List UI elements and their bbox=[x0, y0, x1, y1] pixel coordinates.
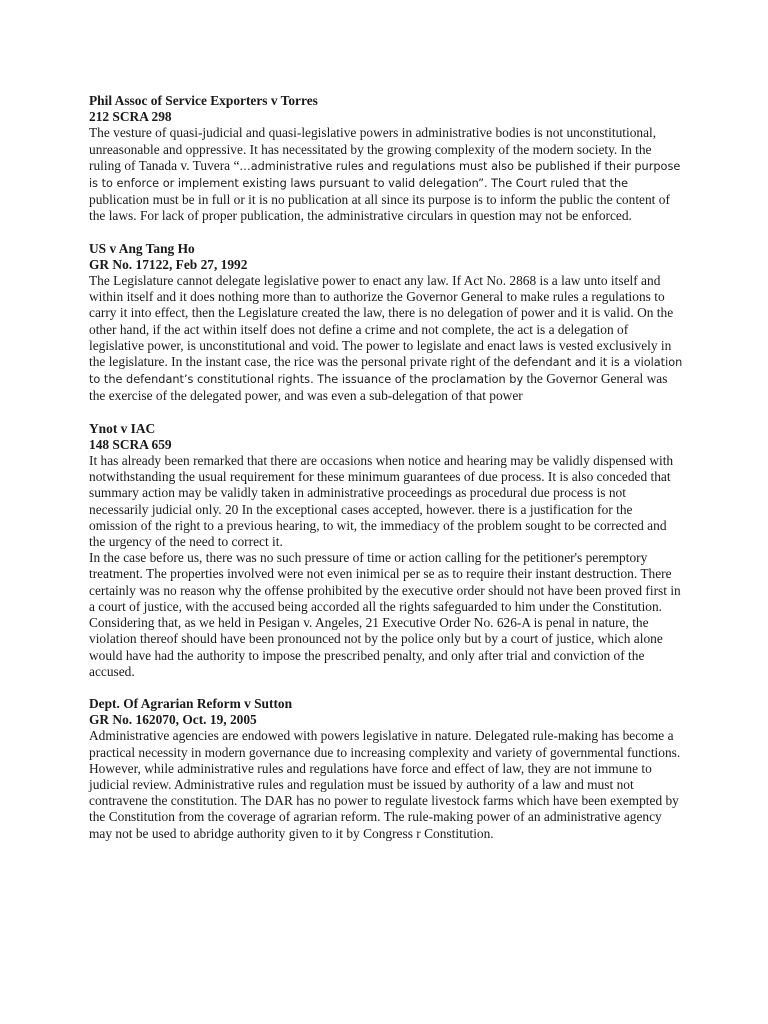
case-title: US v Ang Tang Ho bbox=[89, 240, 195, 256]
case-title: Phil Assoc of Service Exporters v Torres bbox=[89, 93, 318, 108]
text-run: Administrative agencies are endowed with powers legislative in nature. Delegated rule-making has become a practical necessity in modern governance due to increasing complexity and variety of governmental functions. However, while administrative rules and regulations have force and effect of law, they are not immune to judicial review. Administrative rules and regulation must be issued by authority of a law and must not contravene the constitution. The DAR has no power to regulate livestock farms which have been exempted by the Constitution from the coverage of agrarian reform. The rule-making power of an administrative agency may not be used to abridge authority given to it by Congress r Constitution. bbox=[89, 728, 681, 841]
case-title: Ynot v IAC bbox=[89, 420, 156, 436]
text-run: The Legislature cannot delegate legislative power to enact any law. If Act No. 2868 is a law unto itself and within itself and it does nothing more than to authorize the Governor General to make rules a regulations to carry it into effect, then the Legislature created the law, there is no delegation of power and it is valid. On the other hand, if the act within itself does not define a crime and not complete, the act is a delegation of legislative power, is unconstitutional and void. The power to legislate and enact laws is vested exclusively in the legislature. In the instant case, the rice was the personal private right of the bbox=[89, 273, 674, 370]
case-block bbox=[89, 241, 684, 405]
text-run: the Governor General was the exercise of the delegated power, and was even a sub-delegation of that power bbox=[89, 371, 668, 404]
document-body bbox=[89, 93, 684, 858]
case-paragraph bbox=[89, 453, 684, 550]
case-block bbox=[89, 421, 684, 680]
case-title: Dept. Of Agrarian Reform v Sutton bbox=[89, 695, 293, 711]
case-citation: 148 SCRA 659 bbox=[89, 436, 172, 452]
text-run: The vesture of quasi-judicial and quasi-legislative powers in administrative bodies is not unconstitutional, unreasonable and oppressive. It has necessitated by the growing complexity of the modern society. In the ruling of Tanada v. Tuvera “ bbox=[89, 125, 657, 173]
case-citation: GR No. 17122, Feb 27, 1992 bbox=[89, 256, 248, 272]
case-paragraph bbox=[89, 550, 684, 680]
text-run-alt-font: …administrative rules and regulations must also be published if their purpose is to enforce or implement existing laws pursuant to valid delegation”. The Court ruled that the bbox=[89, 159, 681, 191]
case-block bbox=[89, 696, 684, 842]
case-paragraph bbox=[89, 125, 684, 224]
case-citation: GR No. 162070, Oct. 19, 2005 bbox=[89, 712, 257, 728]
case-block bbox=[89, 93, 684, 225]
case-paragraph bbox=[89, 728, 684, 841]
text-run: publication must be in full or it is no publication at all since its purpose is to inform the public the content of the laws. For lack of proper publication, the administrative circulars in question may not be enforced. bbox=[89, 192, 670, 224]
case-paragraph bbox=[89, 273, 684, 405]
text-run: In the case before us, there was no such pressure of time or action calling for the petitioner's peremptory treatment. The properties involved were not even inimical per se as to require their instant destruction. There certainly was no reason why the offense prohibited by the executive order should not have been proved first in a court of justice, with the accused being accorded all the rights safeguarded to him under the Constitution. Considering that, as we held in Pesigan v. Angeles, 21 Executive Order No. 626-A is penal in nature, the violation thereof should have been pronounced not by the police only but by a court of justice, which alone would have had the authority to impose the prescribed penalty, and only after trial and conviction of the accused. bbox=[89, 550, 681, 679]
text-run-alt-font: defendant and it is a violation to the defendant’s constitutional rights. The issuance of the proclamation by bbox=[89, 356, 683, 387]
text-run: It has already been remarked that there are occasions when notice and hearing may be validly dispensed with notwithstanding the usual requirement for these minimum guarantees of due process. It is also conceded that summary action may be validly taken in administrative proceedings as procedural due process is not necessarily judicial only. 20 In the exceptional cases accepted, however. there is a justification for the omission of the right to a previous hearing, to wit, the immediacy of the problem sought to be corrected and the urgency of the need to correct it. bbox=[89, 453, 674, 550]
case-citation: 212 SCRA 298 bbox=[89, 109, 172, 125]
